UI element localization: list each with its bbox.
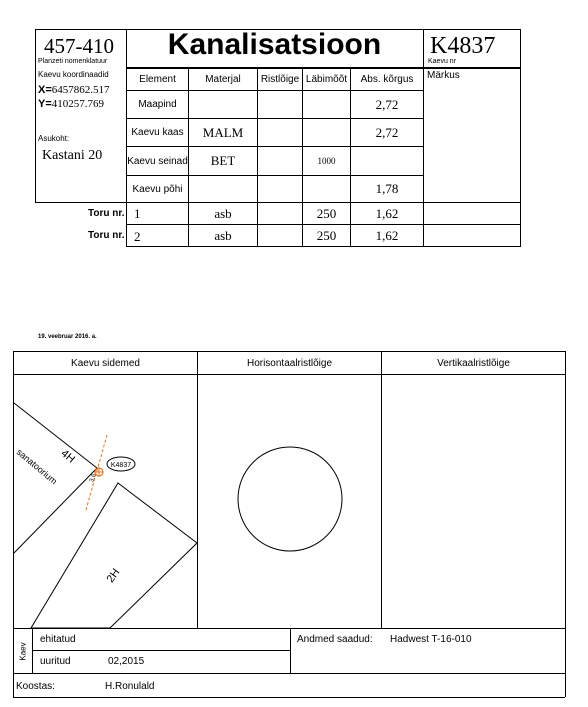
- building-2h-number: 2H: [104, 566, 123, 585]
- header-material: Materjal: [205, 73, 241, 85]
- well-tag-label: K4837: [110, 462, 132, 469]
- row-abs: 2,72: [375, 124, 399, 140]
- well-number-label: Kaevu nr: [428, 58, 457, 65]
- compiled-label: Koostas:: [16, 681, 55, 692]
- coord-x: X=6457862.517: [38, 84, 110, 96]
- row-abs: 1,78: [375, 181, 399, 196]
- row-diameter: 1000: [317, 156, 336, 166]
- pipe-abs: 1,62: [375, 227, 399, 243]
- nomenclature-label: Planzeti nomenklatuur: [38, 58, 108, 65]
- well-circle: [238, 447, 342, 551]
- header-abs-level: Abs. kõrgus: [360, 73, 414, 85]
- horizontal-section-drawing: [198, 375, 381, 628]
- pipe-diameter: 250: [316, 205, 337, 221]
- compiled-value: H.Ronulald: [105, 681, 155, 692]
- pipe-material: asb: [214, 227, 232, 243]
- row-abs: 2,72: [375, 96, 399, 112]
- header-diameter: Läbimõõt: [305, 73, 348, 85]
- pipe-diameter: 250: [316, 227, 337, 243]
- column-horizontal-section: Horisontaalristlõige: [246, 357, 333, 369]
- pipe-no: 2: [134, 229, 141, 244]
- site-sketch: [14, 375, 197, 628]
- inspected-value: 02,2015: [108, 656, 145, 667]
- building-4h-number: 4H: [58, 447, 77, 466]
- pipe-abs: 1,62: [375, 205, 399, 221]
- page-title: Kanalisatsioon: [167, 28, 382, 61]
- location-value: Kastani 20: [42, 148, 103, 163]
- building-4h-name: sanatoorium: [14, 446, 60, 487]
- pipe-label: Toru nr.: [88, 208, 125, 219]
- side-label-well: Kaev: [18, 642, 28, 661]
- column-well-connections: Kaevu sidemed: [71, 357, 140, 369]
- nomenclature-code: 457-410: [44, 34, 114, 58]
- dimension-label: 3,6: [89, 473, 98, 484]
- pipe-label: Toru nr.: [88, 230, 125, 241]
- row-material: MALM: [202, 124, 244, 140]
- header-cross-section: Ristlõige: [260, 73, 300, 85]
- row-material: BET: [210, 153, 236, 168]
- well-number: K4837: [430, 33, 496, 59]
- header-remarks: Märkus: [427, 70, 460, 81]
- row-element: Kaevu kaas: [131, 127, 184, 138]
- row-element: Kaevu põhi: [132, 183, 183, 195]
- coord-y: Y=410257.769: [38, 98, 105, 110]
- row-element: Maapind: [138, 99, 177, 110]
- built-label: ehitatud: [40, 634, 76, 645]
- building-2h-outline: [31, 483, 197, 628]
- location-label: Asukoht:: [38, 134, 70, 143]
- header-element: Element: [139, 73, 176, 85]
- row-element: Kaevu seinad: [127, 155, 188, 167]
- data-from-label: Andmed saadud:: [297, 634, 373, 645]
- coords-label: Kaevu koordinaadid: [38, 70, 109, 79]
- date-label: 19. veebruar 2016. a.: [38, 334, 97, 340]
- inspected-label: uuritud: [40, 656, 71, 667]
- pipe-no: 1: [134, 206, 141, 221]
- column-vertical-section: Vertikaalristlõige: [437, 357, 510, 369]
- data-from-value: Hadwest T-16-010: [390, 634, 472, 645]
- pipe-material: asb: [214, 205, 232, 221]
